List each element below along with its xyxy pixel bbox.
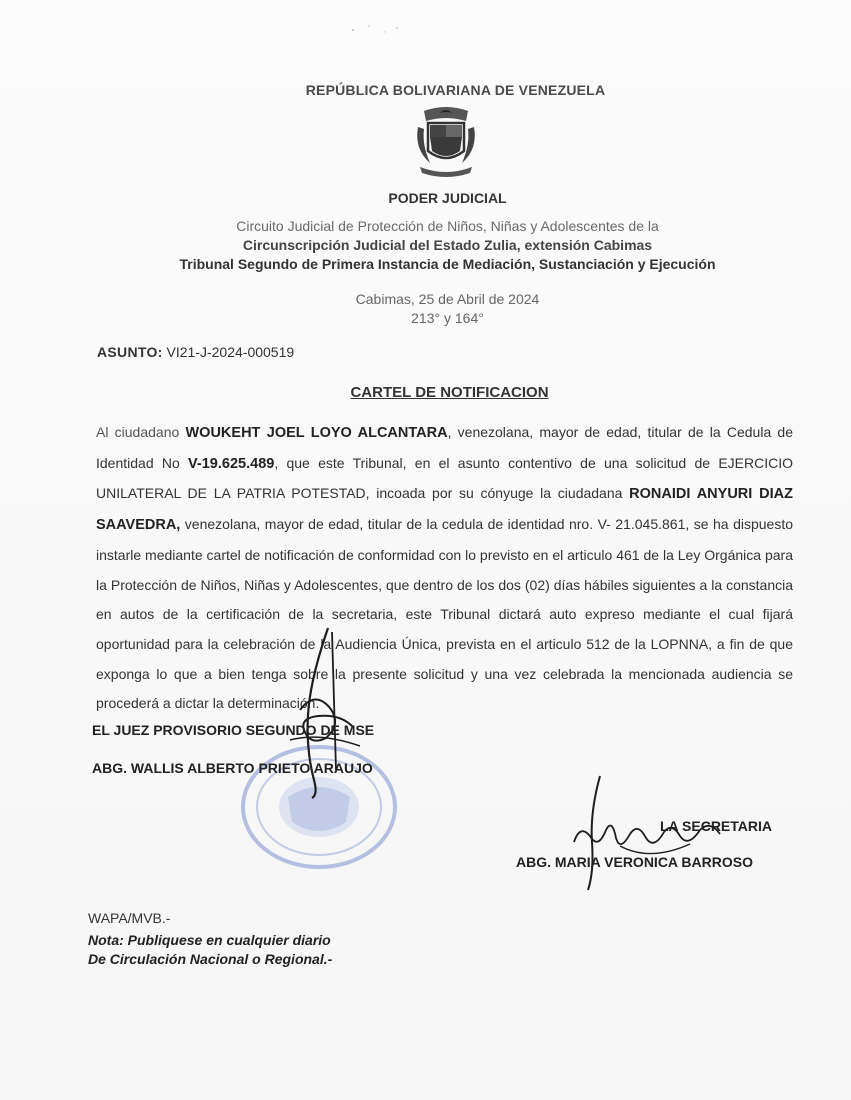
publication-note [88,931,332,969]
paper-specks [345,18,405,38]
document-title: CARTEL DE NOTIFICACION [350,384,549,401]
document-era-years: 213° y 164° [411,310,484,326]
note-line-2: De Circulación Nacional o Regional.- [88,951,333,967]
judge-title: EL JUEZ PROVISORIO SEGUNDO DE MSE [92,722,375,738]
secretary-name: ABG. MARIA VERONICA BARROSO [516,854,753,870]
id-number: V-19.625.489 [188,455,275,472]
court-jurisdiction-line: Circunscripción Judicial del Estado Zulia, extensión Cabimas [242,237,653,253]
body-part-c: , que este Tribunal, en el asunto contentivo de una solicitud de EJERCICIO UNILATERAL DE LA PATRIA POTESTAD, incoada por su cónyuge la ciudadana [96,454,793,502]
asunto-line [97,344,294,360]
note-line-1: Nota: Publiquese en cualquier diario [88,932,331,948]
initials-reference: WAPA/MVB.- [88,910,171,926]
court-tribunal-line: Tribunal Segundo de Primera Instancia de Mediación, Sustanciación y Ejecución [179,256,716,272]
judge-name: ABG. WALLIS ALBERTO PRIETO ARAUJO [92,760,373,776]
court-circuit-line: Circuito Judicial de Protección de Niños, Niñas y Adolescentes de la [236,218,659,234]
body-intro: Al ciudadano [96,424,186,440]
asunto-label: ASUNTO: [97,344,163,360]
applicant-name: RONAIDI ANYURI DIAZ SAAVEDRA, [96,486,793,534]
body-part-d: venezolana, mayor de edad, titular de la cedula de identidad nro. V- 21.045.861, se ha dispuesto instarle mediante cartel de notificación de conformidad con lo previsto en el articulo 461 de la Ley Orgánica para la Protección de Niños, Niñas y Adolescentes, que dentro de los dos (02) días hábiles siguientes a la constancia en autos de la certificación de la secretaria, este Tribunal dictará auto expreso mediante el cual fijará oportunidad para la celebración de la Audiencia Única, prevista en el articulo 512 de la LOPNNA, a fin de que exponga lo que a bien tenga sobre la presente solicitud y una vez celebrada la mencionada audiencia se procederá a dictar la determinación. [96,516,793,712]
coat-of-arms-icon [410,105,482,181]
body-part-b: , venezolana, mayor de edad, titular de la Cedula de Identidad No [96,424,794,471]
notified-person-name: WOUKEHT JOEL LOYO ALCANTARA [185,425,448,441]
poder-judicial-heading: PODER JUDICIAL [388,190,507,206]
secretary-title: LA SECRETARIA [660,818,772,834]
document-date: Cabimas, 25 de Abril de 2024 [355,291,540,307]
asunto-value: VI21-J-2024-000519 [162,344,295,360]
republic-heading: REPÚBLICA BOLIVARIANA DE VENEZUELA [305,82,606,98]
notification-body [96,418,793,719]
